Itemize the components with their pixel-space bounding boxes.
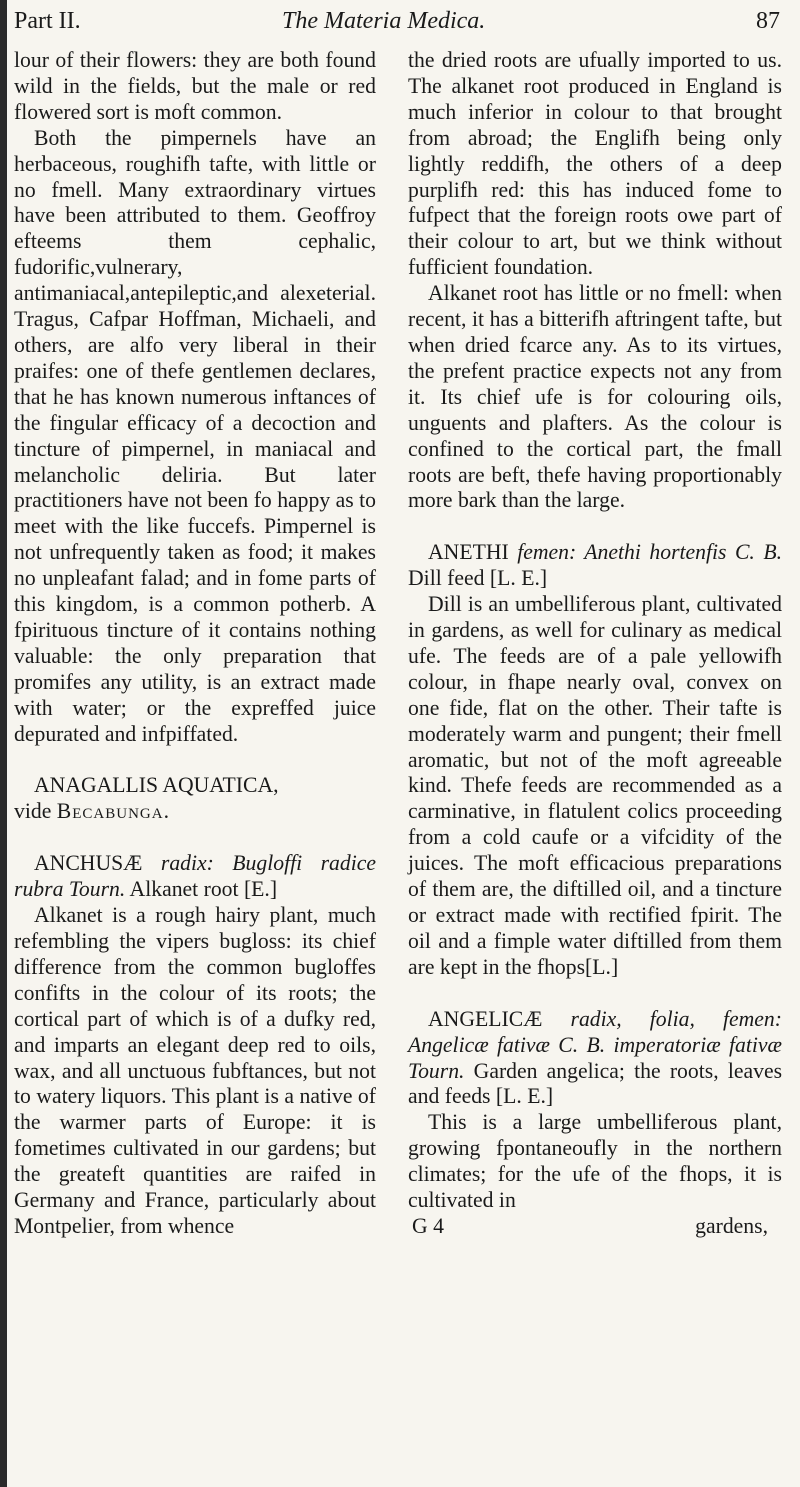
paragraph: This is a large umbelliferous plant, growing fpontaneoufly in the northern climates; for the ufe of the fhops, it is cultivated in (408, 1110, 782, 1213)
catchword: gardens, (695, 1213, 768, 1238)
entry-title: ANCHUSÆ (34, 851, 143, 876)
header-part: Part II. (14, 8, 81, 34)
paragraph: lour of their flowers: they are both found wild in the fields, but the male or red flowered sort is moft common. (14, 48, 376, 124)
page-binding-edge (0, 0, 7, 1487)
page-footer (408, 1214, 782, 1240)
entry-vide: vide (14, 799, 52, 824)
entry-latin-name: radix, folia, femen: Angelicæ fativæ C. B. imperatoriæ fativæ Tourn. (408, 1006, 782, 1083)
entry-anchusa (14, 851, 376, 903)
entry-common-name: Garden angelica; the roots, leaves and feeds [L. E.] (408, 1058, 783, 1109)
entry-title: ANAGALLIS AQUATICA, (34, 773, 279, 798)
entry-title: ANETHI (428, 540, 509, 565)
right-column (408, 48, 782, 1240)
paragraph: Dill is an umbelliferous plant, cultivated in gardens, as well for culinary as medical ufe. The feeds are of a pale yellowifh colour, in fhape nearly oval, convex on one fide, flat on the other. Their tafte is moderately warm and pungent; their fmell aromatic, but not of the moft agreeable kind. Thefe feeds are recommended as a carminative, in flatulent colics proceeding from a cold caufe or a vifcidity of the juices. The moft efficacious preparations of them are, the diftilled oil, and a tincture or extract made with rectified fpirit. The oil and a fimple water diftilled from them are kept in the fhops[L.] (408, 592, 782, 979)
entry-anethi (408, 540, 782, 592)
entry-latin-name: femen: Anethi hortenfis C. B. (517, 540, 782, 565)
signature-mark: G 4 (412, 1213, 444, 1238)
entry-latin-name: radix: Bugloffi radice rubra Tourn. (14, 851, 377, 902)
paragraph: Alkanet is a rough hairy plant, much refembling the vipers bugloss: its chief difference from the common bugloffes confifts in the colour of its roots; the cortical part of which is of a dufky red, and imparts an elegant deep red to oils, wax, and all unctuous fubftances, but not to watery liquors. This plant is a native of the warmer parts of Europe: it is fometimes cultivated in our gardens; but the greateft quantities are raifed in Germany and France, particularly about Montpelier, from whence (14, 903, 376, 1238)
entry-angelica (408, 1007, 782, 1111)
entry-title: ANGELICÆ (428, 1006, 543, 1031)
running-header (14, 2, 788, 46)
paragraph: Alkanet root has little or no fmell: when recent, it has a bitterifh aftringent tafte, but when dried fcarce any. As to its virtues, the prefent practice expects not any from it. Its chief ufe is for colouring oils, unguents and plafters. As the colour is confined to the cortical part, the fmall roots are beft, thefe having proportionably more bark than the large. (408, 281, 782, 513)
entry-reference: Becabunga. (56, 799, 170, 824)
paragraph: Both the pimpernels have an herbaceous, roughifh tafte, with little or no fmell. Many extraordinary virtues have been attributed to them. Geoffroy efteems them cephalic, fudorific,vulnerary, antimaniacal,antepileptic,and alexeterial. Tragus, Cafpar Hoffman, Michaeli, and others, are alfo very liberal in their praifes: one of thefe gentlemen declares, that he has known numerous inftances of the fingular efficacy of a decoction and tincture of pimpernel, in maniacal and melancholic deliria. But later practitioners have not been fo happy as to meet with the like fuccefs. Pimpernel is not unfrequently taken as food; it makes no unpleafant falad; and in fome parts of this kingdom, is a common potherb. A fpirituous tincture of it contains nothing valuable: the only preparation that promifes any utility, is an extract made with water; or the expreffed juice depurated and infpiffated. (14, 125, 376, 746)
entry-common-name: Dill feed [L. E.] (408, 566, 548, 591)
paragraph: the dried roots are ufually imported to us. The alkanet root produced in England is much inferior in colour to that brought from abroad; the Englifh being only lightly reddifh, the others of a deep purplifh red: this has induced fome to fufpect that the foreign roots owe part of their colour to art, but we think without fufficient foundation. (408, 48, 782, 280)
entry-common-name: Alkanet root [E.] (129, 877, 278, 902)
page-number: 87 (756, 8, 780, 34)
left-column (14, 48, 376, 1240)
header-title: The Materia Medica. (282, 8, 486, 34)
entry-anagallis (14, 773, 376, 825)
